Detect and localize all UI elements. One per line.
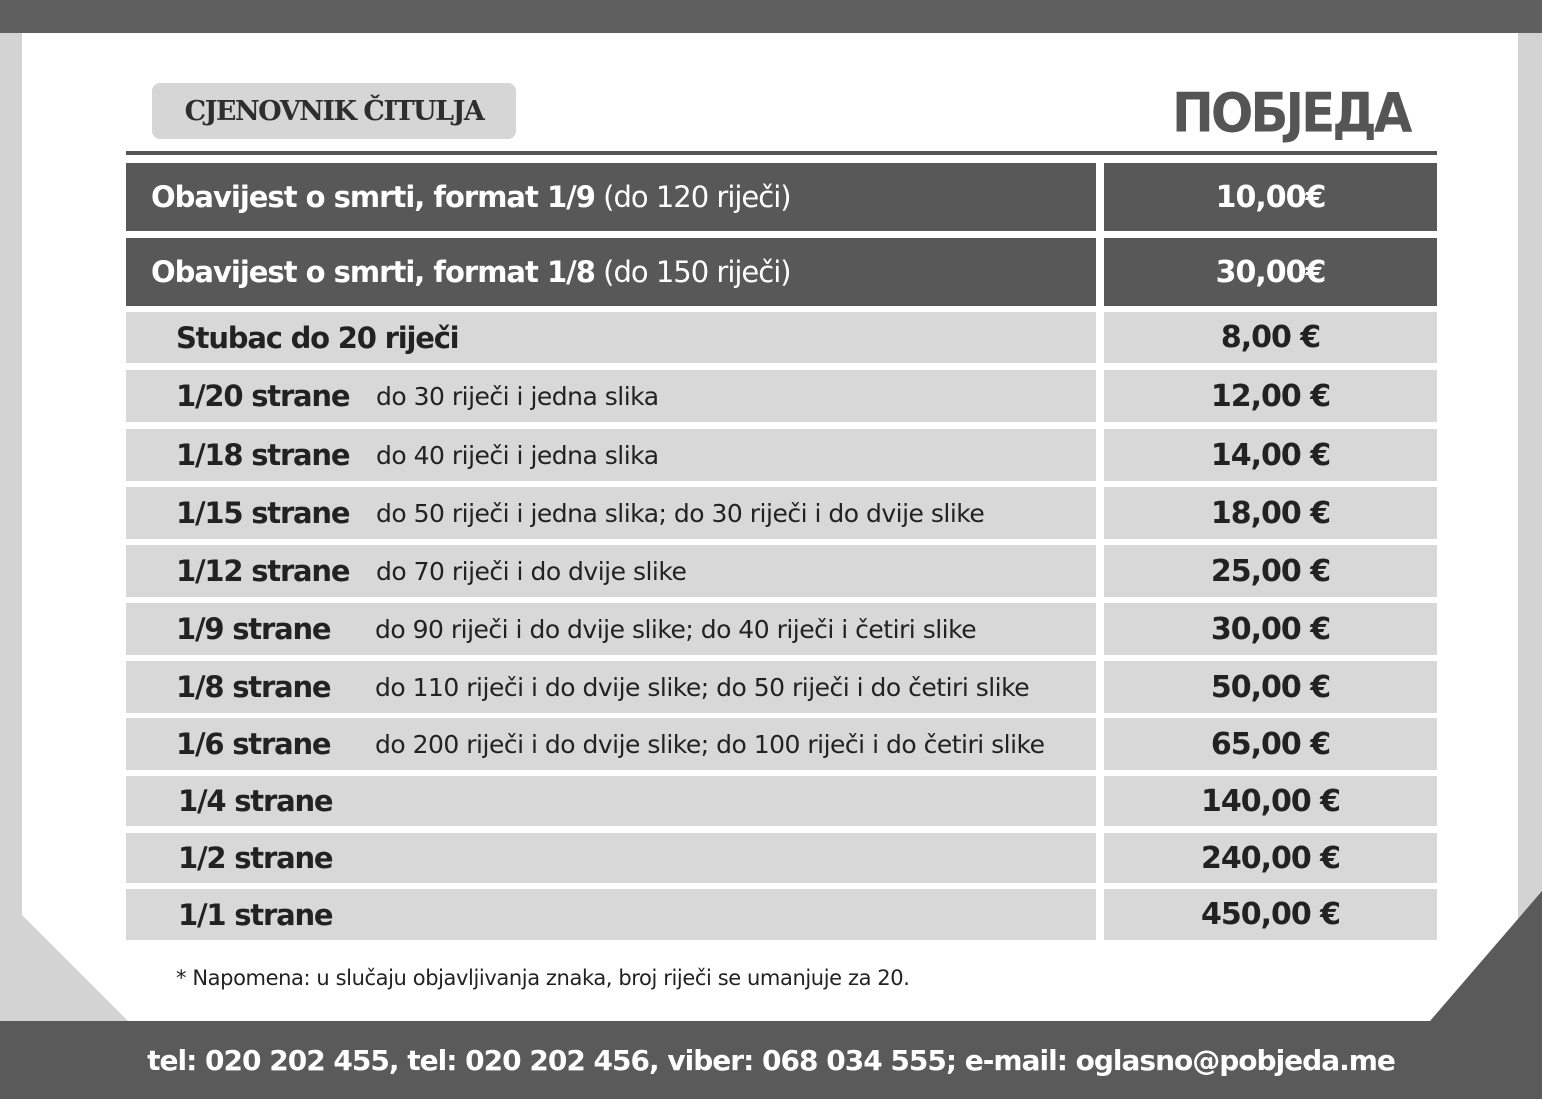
price-row-label-cell: [126, 370, 1096, 422]
headline-row-detail: (do 150 riječi): [603, 255, 791, 289]
price-row-label-cell: [126, 833, 1096, 883]
contact-info: tel: 020 202 455, tel: 020 202 456, viber: 068 034 555; e-mail: oglasno@pobjeda.me: [147, 1043, 1395, 1077]
price-cell: 18,00 €: [1104, 487, 1437, 539]
headline-row-detail: (do 120 riječi): [603, 180, 791, 214]
price-row-label-cell: [126, 312, 1096, 363]
price-cell: 450,00 €: [1104, 889, 1437, 940]
left-side-band: [0, 33, 22, 1021]
headline-row-price: 30,00€: [1104, 238, 1437, 306]
price-row-label-cell: [126, 718, 1096, 770]
size-label: 1/20 strane: [176, 379, 350, 413]
price-cell: 25,00 €: [1104, 545, 1437, 597]
price-row-label-cell: [126, 776, 1096, 826]
headline-row-2: [126, 238, 1096, 306]
headline-row-label: Obavijest o smrti, format 1/9: [151, 180, 595, 214]
size-description: do 30 riječi i jedna slika: [376, 381, 659, 411]
size-label: 1/1 strane: [178, 897, 333, 932]
size-label: 1/4 strane: [178, 784, 333, 818]
headline-row-1: [126, 163, 1096, 231]
price-cell: 30,00 €: [1104, 603, 1437, 655]
size-label: 1/9 strane: [176, 612, 331, 646]
size-description: do 110 riječi i do dvije slike; do 50 riječi i do četiri slike: [375, 672, 1030, 702]
bottom-right-corner-decoration: [1430, 891, 1542, 1021]
title-badge: [152, 83, 516, 139]
size-label: 1/6 strane: [176, 727, 331, 761]
price-cell: 140,00 €: [1104, 776, 1437, 826]
page-title: CJENOVNIK ČITULJA: [184, 95, 484, 127]
size-description: do 90 riječi i do dvije slike; do 40 riječi i četiri slike: [375, 614, 977, 644]
bottom-left-corner-decoration: [0, 893, 130, 1023]
price-cell: 240,00 €: [1104, 833, 1437, 883]
size-description: do 200 riječi i do dvije slike; do 100 riječi i do četiri slike: [375, 729, 1045, 759]
contact-bar: [0, 1021, 1542, 1099]
size-label: 1/12 strane: [176, 554, 350, 588]
price-row-label-cell: [126, 487, 1096, 539]
size-description: do 70 riječi i do dvije slike: [376, 556, 687, 586]
size-label: Stubac do 20 riječi: [176, 320, 459, 355]
size-label: 1/8 strane: [176, 670, 331, 704]
size-description: do 50 riječi i jedna slika; do 30 riječi i do dvije slike: [376, 498, 985, 528]
price-cell: 12,00 €: [1104, 370, 1437, 422]
price-cell: 50,00 €: [1104, 661, 1437, 713]
footnote: * Napomena: u slučaju objavljivanja znaka, broj riječi se umanjuje za 20.: [176, 966, 910, 990]
price-row-label-cell: [126, 545, 1096, 597]
right-side-band: [1518, 33, 1542, 1021]
size-label: 1/18 strane: [176, 438, 350, 472]
price-cell: 65,00 €: [1104, 718, 1437, 770]
price-row-label-cell: [126, 603, 1096, 655]
headline-row-price: 10,00€: [1104, 163, 1437, 231]
size-description: do 40 riječi i jedna slika: [376, 440, 659, 470]
price-cell: 8,00 €: [1104, 312, 1437, 363]
price-cell: 14,00 €: [1104, 429, 1437, 481]
header-divider: [126, 151, 1437, 155]
price-row-label-cell: [126, 661, 1096, 713]
price-row-label-cell: [126, 889, 1096, 940]
headline-row-label: Obavijest o smrti, format 1/8: [151, 255, 595, 289]
size-label: 1/15 strane: [176, 496, 350, 530]
size-label: 1/2 strane: [178, 841, 333, 875]
top-band: [0, 0, 1542, 33]
pobjeda-logo: ПОБЈЕДА: [1172, 81, 1410, 145]
price-row-label-cell: [126, 429, 1096, 481]
